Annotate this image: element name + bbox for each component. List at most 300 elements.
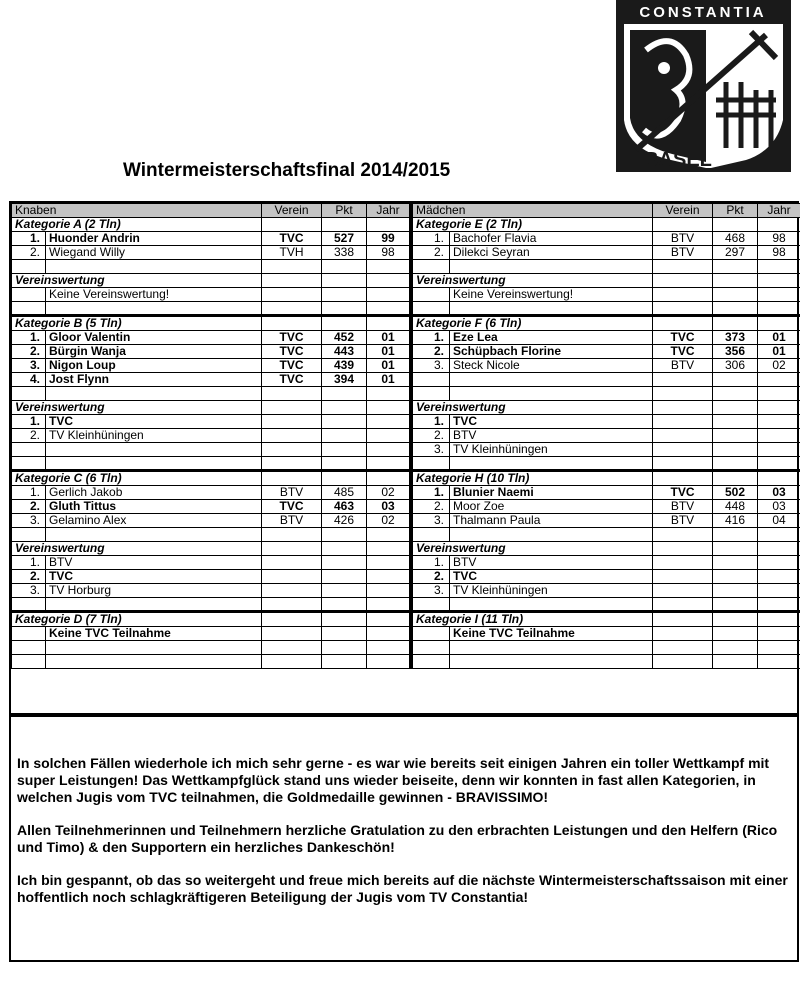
club-cell [653, 429, 713, 443]
empty-cell [322, 401, 367, 415]
rank-cell: 1. [12, 486, 46, 500]
empty-cell [450, 457, 653, 471]
category-row [12, 542, 410, 556]
empty-cell [367, 598, 410, 612]
empty-cell [758, 260, 800, 274]
empty-cell [367, 316, 410, 331]
year-cell [758, 288, 800, 302]
year-cell [367, 570, 410, 584]
name-cell: TV Horburg [46, 584, 262, 598]
empty-cell [12, 655, 46, 669]
empty-cell [653, 655, 713, 669]
year-cell [758, 584, 800, 598]
empty-cell [758, 316, 800, 331]
name-cell: Wiegand Willy [46, 246, 262, 260]
result-row [413, 415, 800, 429]
points-cell [713, 429, 758, 443]
name-cell: Keine TVC Teilnahme [46, 627, 262, 641]
empty-cell [46, 260, 262, 274]
empty-cell [758, 641, 800, 655]
points-cell: 416 [713, 514, 758, 528]
year-cell: 02 [367, 486, 410, 500]
empty-cell [322, 302, 367, 316]
empty-cell [322, 655, 367, 669]
club-logo [616, 0, 791, 172]
points-cell [713, 443, 758, 457]
name-cell: Bachofer Flavia [450, 232, 653, 246]
boys-table [11, 203, 410, 669]
points-cell [713, 288, 758, 302]
empty-cell [322, 528, 367, 542]
empty-cell [46, 528, 262, 542]
result-row [12, 500, 410, 514]
club-cell [262, 288, 322, 302]
empty-cell [653, 457, 713, 471]
rank-cell: 1. [413, 415, 450, 429]
empty-cell [653, 387, 713, 401]
empty-cell [758, 302, 800, 316]
empty-cell [758, 598, 800, 612]
result-row [413, 584, 800, 598]
closing-message [9, 715, 799, 962]
empty-cell [713, 260, 758, 274]
name-cell: TVC [46, 570, 262, 584]
empty-cell [322, 443, 367, 457]
name-cell: Bürgin Wanja [46, 345, 262, 359]
empty-cell [653, 401, 713, 415]
empty-cell [322, 641, 367, 655]
blank-row [12, 302, 410, 316]
empty-cell [322, 457, 367, 471]
blank-row [12, 443, 410, 457]
points-cell [713, 556, 758, 570]
year-cell: 03 [758, 500, 800, 514]
year-cell [758, 443, 800, 457]
empty-cell [262, 387, 322, 401]
category-row [12, 401, 410, 415]
header-row [413, 204, 800, 218]
message-paragraph-3: Ich bin gespannt, ob das so weitergeht und freue mich bereits auf die nächste Wintermeisterschaftssaison mit einer hoffentlich noch schlagkräftigeren Beteiligung der Jugis vom TV Constantia! [17, 872, 788, 905]
result-row [12, 359, 410, 373]
result-row [12, 627, 410, 641]
logo-club-text: CONSTANTIA [639, 4, 767, 21]
year-cell [367, 415, 410, 429]
points-cell [322, 288, 367, 302]
rank-cell: 3. [12, 584, 46, 598]
constantia-emblem [616, 0, 791, 172]
points-cell: 426 [322, 514, 367, 528]
club-cell: BTV [653, 514, 713, 528]
name-cell: Moor Zoe [450, 500, 653, 514]
girls-section [409, 203, 800, 669]
empty-cell [367, 471, 410, 486]
club-cell [653, 627, 713, 641]
empty-cell [262, 218, 322, 232]
empty-cell [653, 598, 713, 612]
rank-cell: 2. [12, 429, 46, 443]
empty-cell [713, 387, 758, 401]
empty-cell [367, 641, 410, 655]
rank-cell: 2. [413, 429, 450, 443]
club-cell: TVC [653, 486, 713, 500]
empty-cell [367, 542, 410, 556]
empty-cell [758, 655, 800, 669]
year-cell [758, 556, 800, 570]
blank-row [12, 641, 410, 655]
result-row [12, 584, 410, 598]
empty-cell [413, 260, 450, 274]
category-label: Vereinswertung [413, 542, 653, 556]
girls-table [412, 203, 800, 669]
result-row [12, 570, 410, 584]
points-cell [713, 627, 758, 641]
category-label: Vereinswertung [12, 274, 262, 288]
empty-cell [653, 528, 713, 542]
blank-row [12, 457, 410, 471]
rank-cell: 2. [12, 246, 46, 260]
rank-cell: 3. [12, 514, 46, 528]
category-row [413, 218, 800, 232]
result-row [12, 415, 410, 429]
name-cell: Gelamino Alex [46, 514, 262, 528]
name-cell: TV Kleinhüningen [450, 584, 653, 598]
empty-cell [262, 260, 322, 274]
result-row [413, 359, 800, 373]
points-cell: 306 [713, 359, 758, 373]
empty-cell [367, 443, 410, 457]
empty-cell [367, 274, 410, 288]
empty-cell [653, 316, 713, 331]
category-row [413, 471, 800, 486]
empty-cell [450, 598, 653, 612]
name-cell: Huonder Andrin [46, 232, 262, 246]
rank-cell: 3. [413, 443, 450, 457]
empty-cell [322, 542, 367, 556]
name-cell: Steck Nicole [450, 359, 653, 373]
empty-cell [450, 387, 653, 401]
blank-row [413, 373, 800, 387]
club-cell [653, 584, 713, 598]
empty-cell [322, 387, 367, 401]
rank-cell: 2. [413, 570, 450, 584]
empty-cell [713, 218, 758, 232]
header-maedchen: Mädchen [413, 204, 653, 218]
empty-cell [367, 260, 410, 274]
rank-cell: 1. [12, 331, 46, 345]
points-cell [322, 570, 367, 584]
empty-cell [262, 274, 322, 288]
result-row [413, 429, 800, 443]
year-cell [758, 570, 800, 584]
year-cell [758, 429, 800, 443]
blank-row [413, 302, 800, 316]
empty-cell [322, 471, 367, 486]
empty-cell [46, 302, 262, 316]
result-row [413, 627, 800, 641]
year-cell [758, 627, 800, 641]
points-cell: 443 [322, 345, 367, 359]
empty-cell [758, 274, 800, 288]
empty-cell [12, 528, 46, 542]
year-cell [367, 429, 410, 443]
empty-cell [713, 401, 758, 415]
category-label: Kategorie C (6 Tln) [12, 471, 262, 486]
club-cell: TVH [262, 246, 322, 260]
category-label: Vereinswertung [413, 401, 653, 415]
empty-cell [450, 528, 653, 542]
empty-cell [322, 218, 367, 232]
result-row [413, 500, 800, 514]
blank-row [12, 655, 410, 669]
points-cell: 463 [322, 500, 367, 514]
empty-cell [46, 457, 262, 471]
message-paragraph-1: In solchen Fällen wiederhole ich mich sehr gerne - es war wie bereits seit einigen Jahren ein toller Wettkampf mit super Leistungen! Das Wettkampfglück stand uns wieder beiseite, denn wir konnten in fast allen Kategorien, in welchen Jugis vom TVC teilnahmen, die Goldmedaille gewinnen - BRAVISSIMO! [17, 755, 770, 805]
header-row [12, 204, 410, 218]
empty-cell [653, 302, 713, 316]
category-label: Kategorie B (5 Tln) [12, 316, 262, 331]
category-row [413, 316, 800, 331]
club-cell: TVC [262, 331, 322, 345]
year-cell: 02 [758, 359, 800, 373]
category-label: Vereinswertung [413, 274, 653, 288]
empty-cell [12, 387, 46, 401]
header-jahr: Jahr [367, 204, 410, 218]
category-row [12, 274, 410, 288]
club-cell: TVC [653, 331, 713, 345]
name-cell: TV Kleinhüningen [450, 443, 653, 457]
name-cell: Gluth Tittus [46, 500, 262, 514]
empty-cell [413, 598, 450, 612]
empty-cell [413, 528, 450, 542]
empty-cell [46, 598, 262, 612]
name-cell: Gloor Valentin [46, 331, 262, 345]
empty-cell [322, 274, 367, 288]
empty-cell [367, 457, 410, 471]
name-cell: Keine Vereinswertung! [46, 288, 262, 302]
empty-cell [653, 641, 713, 655]
club-cell: TVC [262, 232, 322, 246]
points-cell [322, 429, 367, 443]
year-cell [367, 584, 410, 598]
rank-cell: 2. [413, 500, 450, 514]
empty-cell [450, 260, 653, 274]
year-cell: 98 [758, 232, 800, 246]
points-cell [713, 415, 758, 429]
empty-cell [413, 302, 450, 316]
result-row [413, 486, 800, 500]
message-paragraph-2: Allen Teilnehmerinnen und Teilnehmern herzliche Gratulation zu den erbrachten Leistungen und den Helfern (Rico und Timo) & den Supportern ein herzliches Dankeschön! [17, 822, 778, 855]
empty-cell [713, 457, 758, 471]
empty-cell [46, 655, 262, 669]
year-cell: 98 [758, 246, 800, 260]
category-label: Kategorie E (2 Tln) [413, 218, 653, 232]
name-cell: TVC [450, 415, 653, 429]
empty-cell [12, 457, 46, 471]
club-cell [262, 429, 322, 443]
empty-cell [713, 641, 758, 655]
blank-row [413, 457, 800, 471]
club-cell: TVC [653, 345, 713, 359]
year-cell: 03 [758, 486, 800, 500]
result-row [12, 514, 410, 528]
empty-cell [12, 443, 46, 457]
name-cell: Gerlich Jakob [46, 486, 262, 500]
club-cell: BTV [653, 246, 713, 260]
rank-cell: 1. [413, 331, 450, 345]
empty-cell [713, 528, 758, 542]
club-cell: TVC [262, 359, 322, 373]
empty-cell [653, 373, 713, 387]
empty-cell [12, 598, 46, 612]
name-cell: Keine Vereinswertung! [450, 288, 653, 302]
empty-cell [758, 373, 800, 387]
empty-cell [713, 655, 758, 669]
category-label: Kategorie A (2 Tln) [12, 218, 262, 232]
empty-cell [758, 401, 800, 415]
empty-cell [413, 457, 450, 471]
category-row [12, 612, 410, 627]
rank-cell: 1. [12, 415, 46, 429]
category-label: Kategorie H (10 Tln) [413, 471, 653, 486]
club-cell [262, 556, 322, 570]
points-cell [322, 556, 367, 570]
result-row [413, 345, 800, 359]
empty-cell [653, 471, 713, 486]
category-label: Kategorie F (6 Tln) [413, 316, 653, 331]
result-row [12, 373, 410, 387]
blank-row [12, 598, 410, 612]
page-title: Wintermeisterschaftsfinal 2014/2015 [123, 160, 451, 181]
rank-cell: 1. [12, 232, 46, 246]
result-row [413, 514, 800, 528]
empty-cell [413, 387, 450, 401]
name-cell: TVC [450, 570, 653, 584]
name-cell: Jost Flynn [46, 373, 262, 387]
club-cell [653, 415, 713, 429]
result-row [12, 331, 410, 345]
category-row [413, 612, 800, 627]
empty-cell [262, 457, 322, 471]
result-row [12, 246, 410, 260]
empty-cell [758, 528, 800, 542]
blank-row [413, 655, 800, 669]
rank-cell [12, 627, 46, 641]
club-cell: BTV [262, 486, 322, 500]
empty-cell [367, 612, 410, 627]
blank-row [413, 528, 800, 542]
points-cell: 373 [713, 331, 758, 345]
blank-row [413, 387, 800, 401]
year-cell [367, 627, 410, 641]
blank-row [413, 260, 800, 274]
rank-cell: 1. [413, 486, 450, 500]
empty-cell [713, 373, 758, 387]
year-cell: 01 [367, 373, 410, 387]
name-cell: Keine TVC Teilnahme [450, 627, 653, 641]
logo-city-text: BASEL [644, 149, 712, 171]
result-row [12, 429, 410, 443]
points-cell: 338 [322, 246, 367, 260]
year-cell: 01 [367, 331, 410, 345]
empty-cell [367, 218, 410, 232]
rank-cell: 2. [413, 246, 450, 260]
name-cell: Nigon Loup [46, 359, 262, 373]
empty-cell [262, 641, 322, 655]
empty-cell [653, 274, 713, 288]
year-cell [367, 288, 410, 302]
name-cell: Blunier Naemi [450, 486, 653, 500]
empty-cell [758, 387, 800, 401]
name-cell: Eze Lea [450, 331, 653, 345]
empty-cell [450, 655, 653, 669]
boys-section [11, 203, 409, 669]
blank-row [413, 598, 800, 612]
header-pkt: Pkt [322, 204, 367, 218]
empty-cell [758, 542, 800, 556]
rank-cell [413, 627, 450, 641]
empty-cell [713, 612, 758, 627]
club-cell: TVC [262, 500, 322, 514]
rank-cell: 1. [12, 556, 46, 570]
blank-row [413, 641, 800, 655]
points-cell [322, 627, 367, 641]
result-row [12, 486, 410, 500]
empty-cell [758, 471, 800, 486]
empty-cell [12, 302, 46, 316]
empty-cell [450, 641, 653, 655]
result-row [413, 246, 800, 260]
rank-cell: 3. [413, 514, 450, 528]
empty-cell [262, 542, 322, 556]
empty-cell [758, 218, 800, 232]
name-cell: Dilekci Seyran [450, 246, 653, 260]
category-row [12, 471, 410, 486]
result-row [413, 443, 800, 457]
category-row [413, 274, 800, 288]
club-cell [262, 415, 322, 429]
category-row [12, 218, 410, 232]
header-jahr: Jahr [758, 204, 800, 218]
category-label: Vereinswertung [12, 401, 262, 415]
category-label: Kategorie I (11 Tln) [413, 612, 653, 627]
points-cell: 527 [322, 232, 367, 246]
name-cell: Thalmann Paula [450, 514, 653, 528]
rank-cell: 2. [12, 500, 46, 514]
empty-cell [322, 612, 367, 627]
rank-cell [12, 288, 46, 302]
empty-cell [367, 387, 410, 401]
year-cell [758, 415, 800, 429]
category-row [413, 542, 800, 556]
empty-cell [713, 598, 758, 612]
empty-cell [12, 260, 46, 274]
name-cell: Schüpbach Florine [450, 345, 653, 359]
header-knaben: Knaben [12, 204, 262, 218]
empty-cell [262, 528, 322, 542]
club-cell [653, 570, 713, 584]
name-cell: BTV [450, 429, 653, 443]
empty-cell [713, 471, 758, 486]
empty-cell [367, 528, 410, 542]
points-cell [322, 415, 367, 429]
name-cell: TVC [46, 415, 262, 429]
empty-cell [653, 542, 713, 556]
club-cell [262, 627, 322, 641]
rank-cell: 3. [12, 359, 46, 373]
rank-cell: 3. [413, 584, 450, 598]
name-cell: BTV [450, 556, 653, 570]
empty-cell [322, 316, 367, 331]
